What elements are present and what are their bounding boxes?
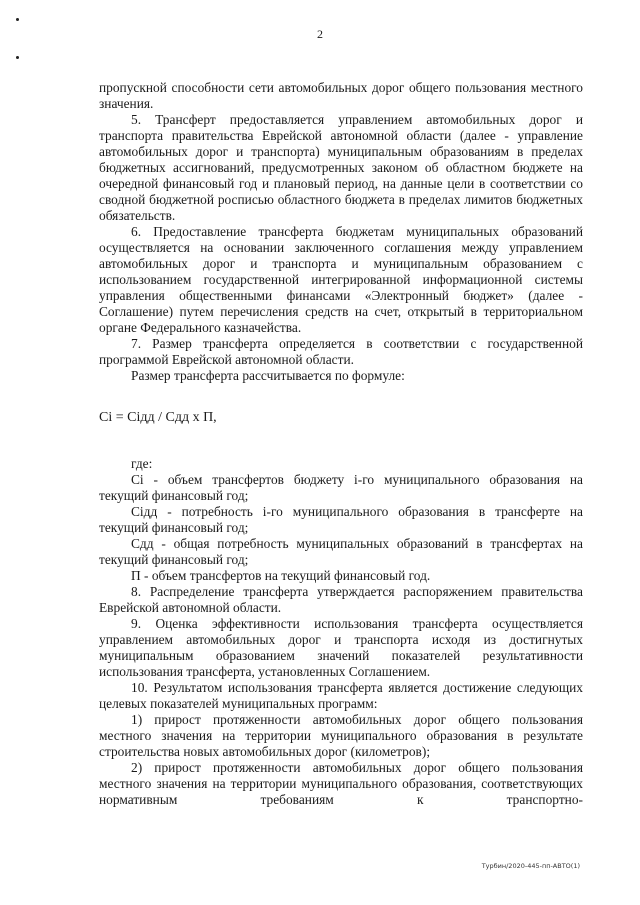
paragraph-9: 9. Оценка эффективности использования трансферта осуществляется управлением автомобильных дорог и транспорта исходя из достигнутых муниципальным образованием значений показателей результативности использования трансферта, установленных Соглашением. xyxy=(99,616,583,679)
document-body xyxy=(99,80,583,808)
definition-ci: Сi - объем трансфертов бюджету i-го муниципального образования на текущий финансовый год; xyxy=(99,472,583,503)
footer-doc-id: Турбин/2020-445-пп-АВТО(1) xyxy=(481,862,580,870)
definition-cidd: Сiдд - потребность i-го муниципального образования в трансферте на текущий финансовый год; xyxy=(99,504,583,535)
formula: Сi = Сiдд / Сдд х П, xyxy=(99,410,217,425)
definition-cdd: Сдд - общая потребность муниципальных образований в трансфертах на текущий финансовый год; xyxy=(99,536,583,567)
paragraph-continuation: пропускной способности сети автомобильных дорог общего пользования местного значения. xyxy=(99,80,583,111)
paragraph-6: 6. Предоставление трансферта бюджетам муниципальных образований осуществляется на основании заключенного соглашения между управлением автомобильных дорог и транспорта и муниципальным образованием с использованием государственной интегрированной информационной системы управления общественными финансами «Электронный бюджет» (далее - Соглашение) путем перечисления средств на счет, открытый в территориальном органе Федерального казначейства. xyxy=(99,224,583,335)
where-label: где: xyxy=(131,456,153,471)
paragraph-7: 7. Размер трансферта определяется в соответствии с государственной программой Еврейской автономной области. xyxy=(99,336,583,367)
indicator-1: 1) прирост протяженности автомобильных дорог общего пользования местного значения на территории муниципального образования в результате строительства новых автомобильных дорог (километров); xyxy=(99,712,583,759)
indicator-2: 2) прирост протяженности автомобильных дорог общего пользования местного значения на территории муниципального образования, соответствующих нормативным требованиям к транспортно- xyxy=(99,760,583,807)
page-number: 2 xyxy=(317,27,323,41)
definition-p: П - объем трансфертов на текущий финансовый год. xyxy=(131,568,431,583)
scan-dot-mark xyxy=(16,18,19,21)
scan-dot-mark xyxy=(16,56,19,59)
paragraph-5: 5. Трансферт предоставляется управлением автомобильных дорог и транспорта правительства Еврейской автономной области (далее - управление автомобильных дорог и транспорта) муниципальным образованиям в пределах бюджетных ассигнований, предусмотренных законом об областном бюджете на очередной финансовый год и плановый период, на данные цели в соответствии со сводной бюджетной росписью областного бюджета в пределах лимитов бюджетных обязательств. xyxy=(99,112,583,223)
formula-intro: Размер трансферта рассчитывается по формуле: xyxy=(131,368,405,383)
paragraph-8: 8. Распределение трансферта утверждается распоряжением правительства Еврейской автономной области. xyxy=(99,584,583,615)
paragraph-10: 10. Результатом использования трансферта является достижение следующих целевых показателей муниципальных программ: xyxy=(99,680,583,711)
